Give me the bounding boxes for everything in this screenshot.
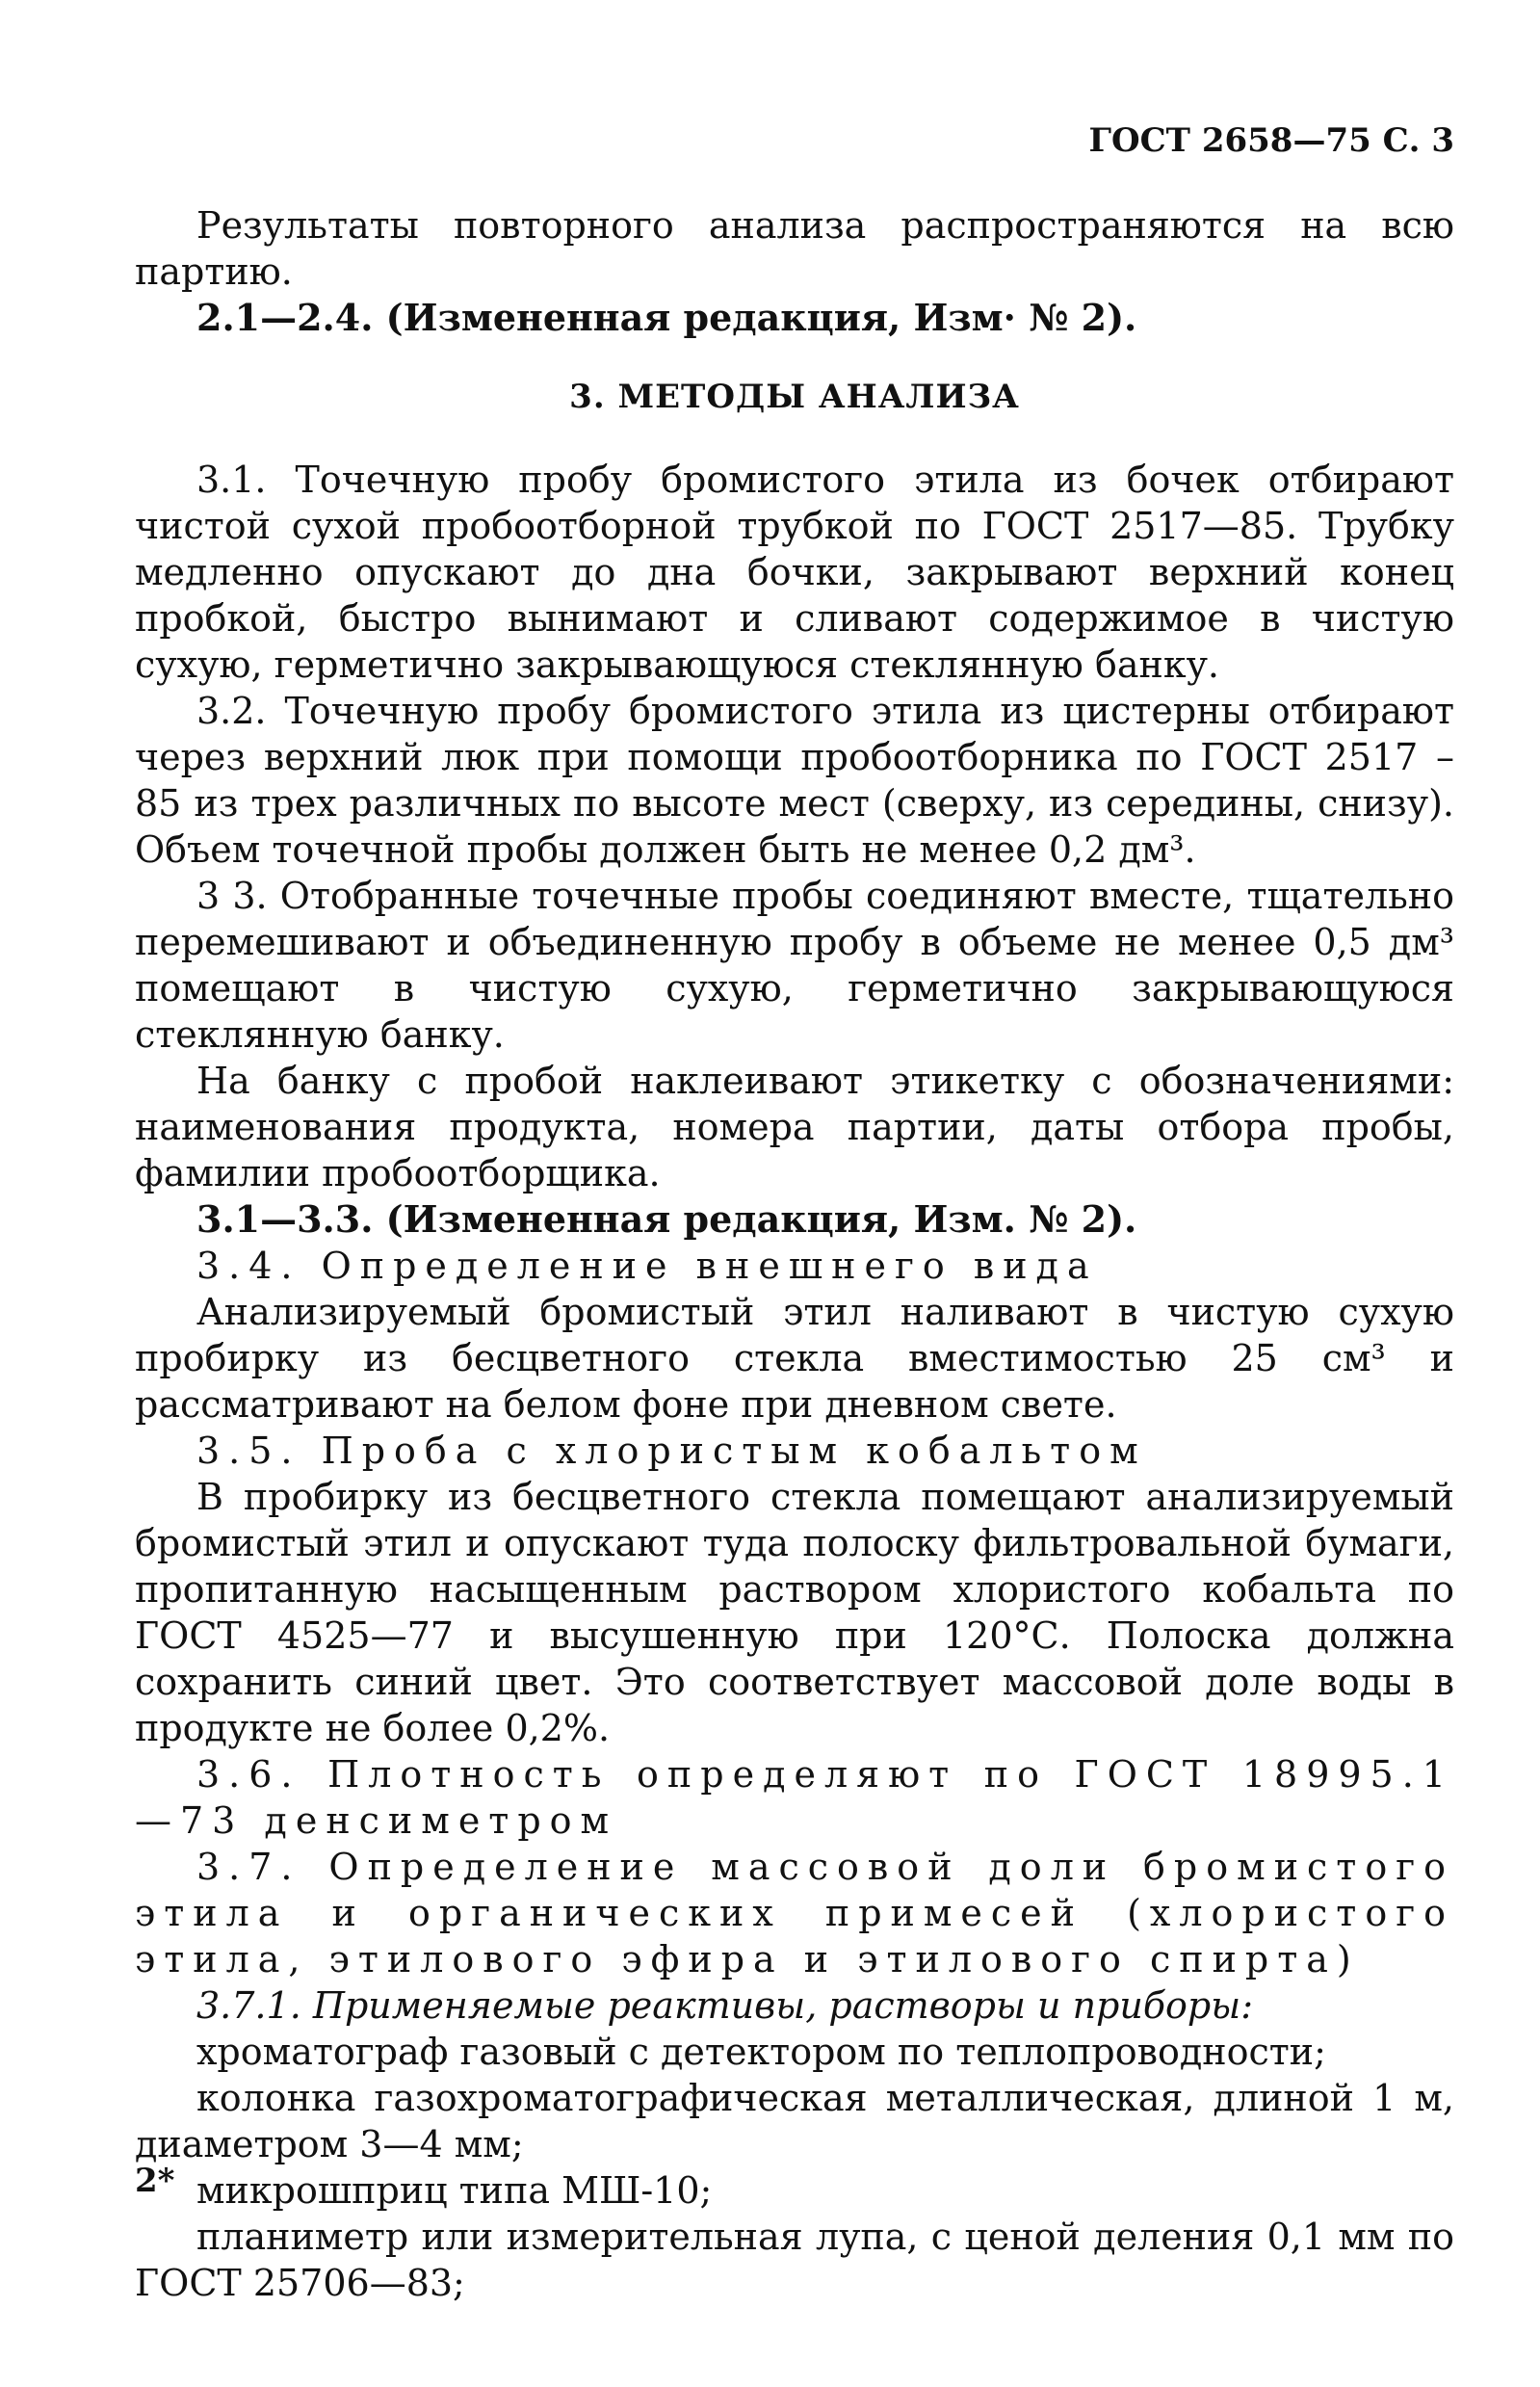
paragraph-3-4-title: 3.4. Определение внешнего вида: [196, 1245, 1098, 1287]
paragraph-3-5-title: 3.5. Проба с хлористым кобальтом: [196, 1430, 1147, 1472]
paragraph-3-7-title: 3.7. Определение массовой доли бромистого этила и органических примесей (хлористого этила, этилового эфира и этилового спирта): [135, 1846, 1454, 1980]
paragraph-3-1: 3.1. Точечную пробу бромистого этила из бочек отбирают чистой сухой пробоотборной трубкой по ГОСТ 2517—85. Трубку медленно опускают до дна бочки, закрывают верхний конец пробкой, быстро вынимают и сливают содержимое в чистую сухую, герметично закрывающуюся стеклянную банку.: [135, 459, 1454, 686]
paragraph-amendment-2: 2.1—2.4. (Измененная редакция, Изм· № 2).: [196, 296, 1137, 339]
list-item-column: колонка газохроматографическая металлическая, длиной 1 м, диаметром 3—4 мм;: [135, 2077, 1454, 2165]
paragraph-3-4-text: Анализируемый бромистый этил наливают в чистую сухую пробирку из бесцветного стекла вместимостью 25 см³ и рассматривают на белом фоне при дневном свете.: [135, 1291, 1454, 1426]
paragraph-3-2: 3.2. Точечную пробу бромистого этила из цистерны отбирают через верхний люк при помощи пробоотборника по ГОСТ 2517 – 85 из трех различных по высоте мест (сверху, из середины, снизу). Объем точечной пробы должен быть не менее 0,2 дм³.: [135, 690, 1454, 871]
section-heading: 3. МЕТОДЫ АНАЛИЗА: [569, 378, 1020, 416]
list-item-planimeter: планиметр или измерительная лупа, с ценой деления 0,1 мм по ГОСТ 25706—83;: [135, 2216, 1454, 2304]
paragraph-3-7-1: 3.7.1. Применяемые реактивы, растворы и приборы:: [196, 1984, 1253, 2027]
page-footer-mark: 2*: [135, 2162, 175, 2200]
list-item-chromatograph: хроматограф газовый с детектором по теплопроводности;: [196, 2031, 1326, 2073]
paragraph-3-3: 3 3. Отобранные точечные пробы соединяют вместе, тщательно перемешивают и объединенную пробу в объеме не менее 0,5 дм³ помещают в чистую сухую, герметично закрывающуюся стеклянную банку.: [135, 875, 1454, 1056]
page-header: ГОСТ 2658—75 С. 3: [1088, 121, 1454, 160]
paragraph-amendment-3: 3.1—3.3. (Измененная редакция, Изм. № 2).: [196, 1197, 1137, 1241]
paragraph-label: На банку с пробой наклеивают этикетку с обозначениями: наименования продукта, номера партии, даты отбора пробы, фамилии пробоотборщика.: [135, 1060, 1454, 1194]
paragraph-3-6: 3.6. Плотность определяют по ГОСТ 18995.1—73 денсиметром: [135, 1753, 1454, 1842]
paragraph-results: Результаты повторного анализа распространяются на всю партию.: [135, 204, 1454, 293]
list-item-syringe: микрошприц типа МШ-10;: [196, 2169, 713, 2212]
document-body: [135, 202, 1454, 2306]
paragraph-3-5-text: В пробирку из бесцветного стекла помещают анализируемый бромистый этил и опускают туда полоску фильтровальной бумаги, пропитанную насыщенным раствором хлористого кобальта по ГОСТ 4525—77 и высушенную при 120°С. Полоска должна сохранить синий цвет. Это соответствует массовой доле воды в продукте не более 0,2%.: [135, 1476, 1454, 1749]
